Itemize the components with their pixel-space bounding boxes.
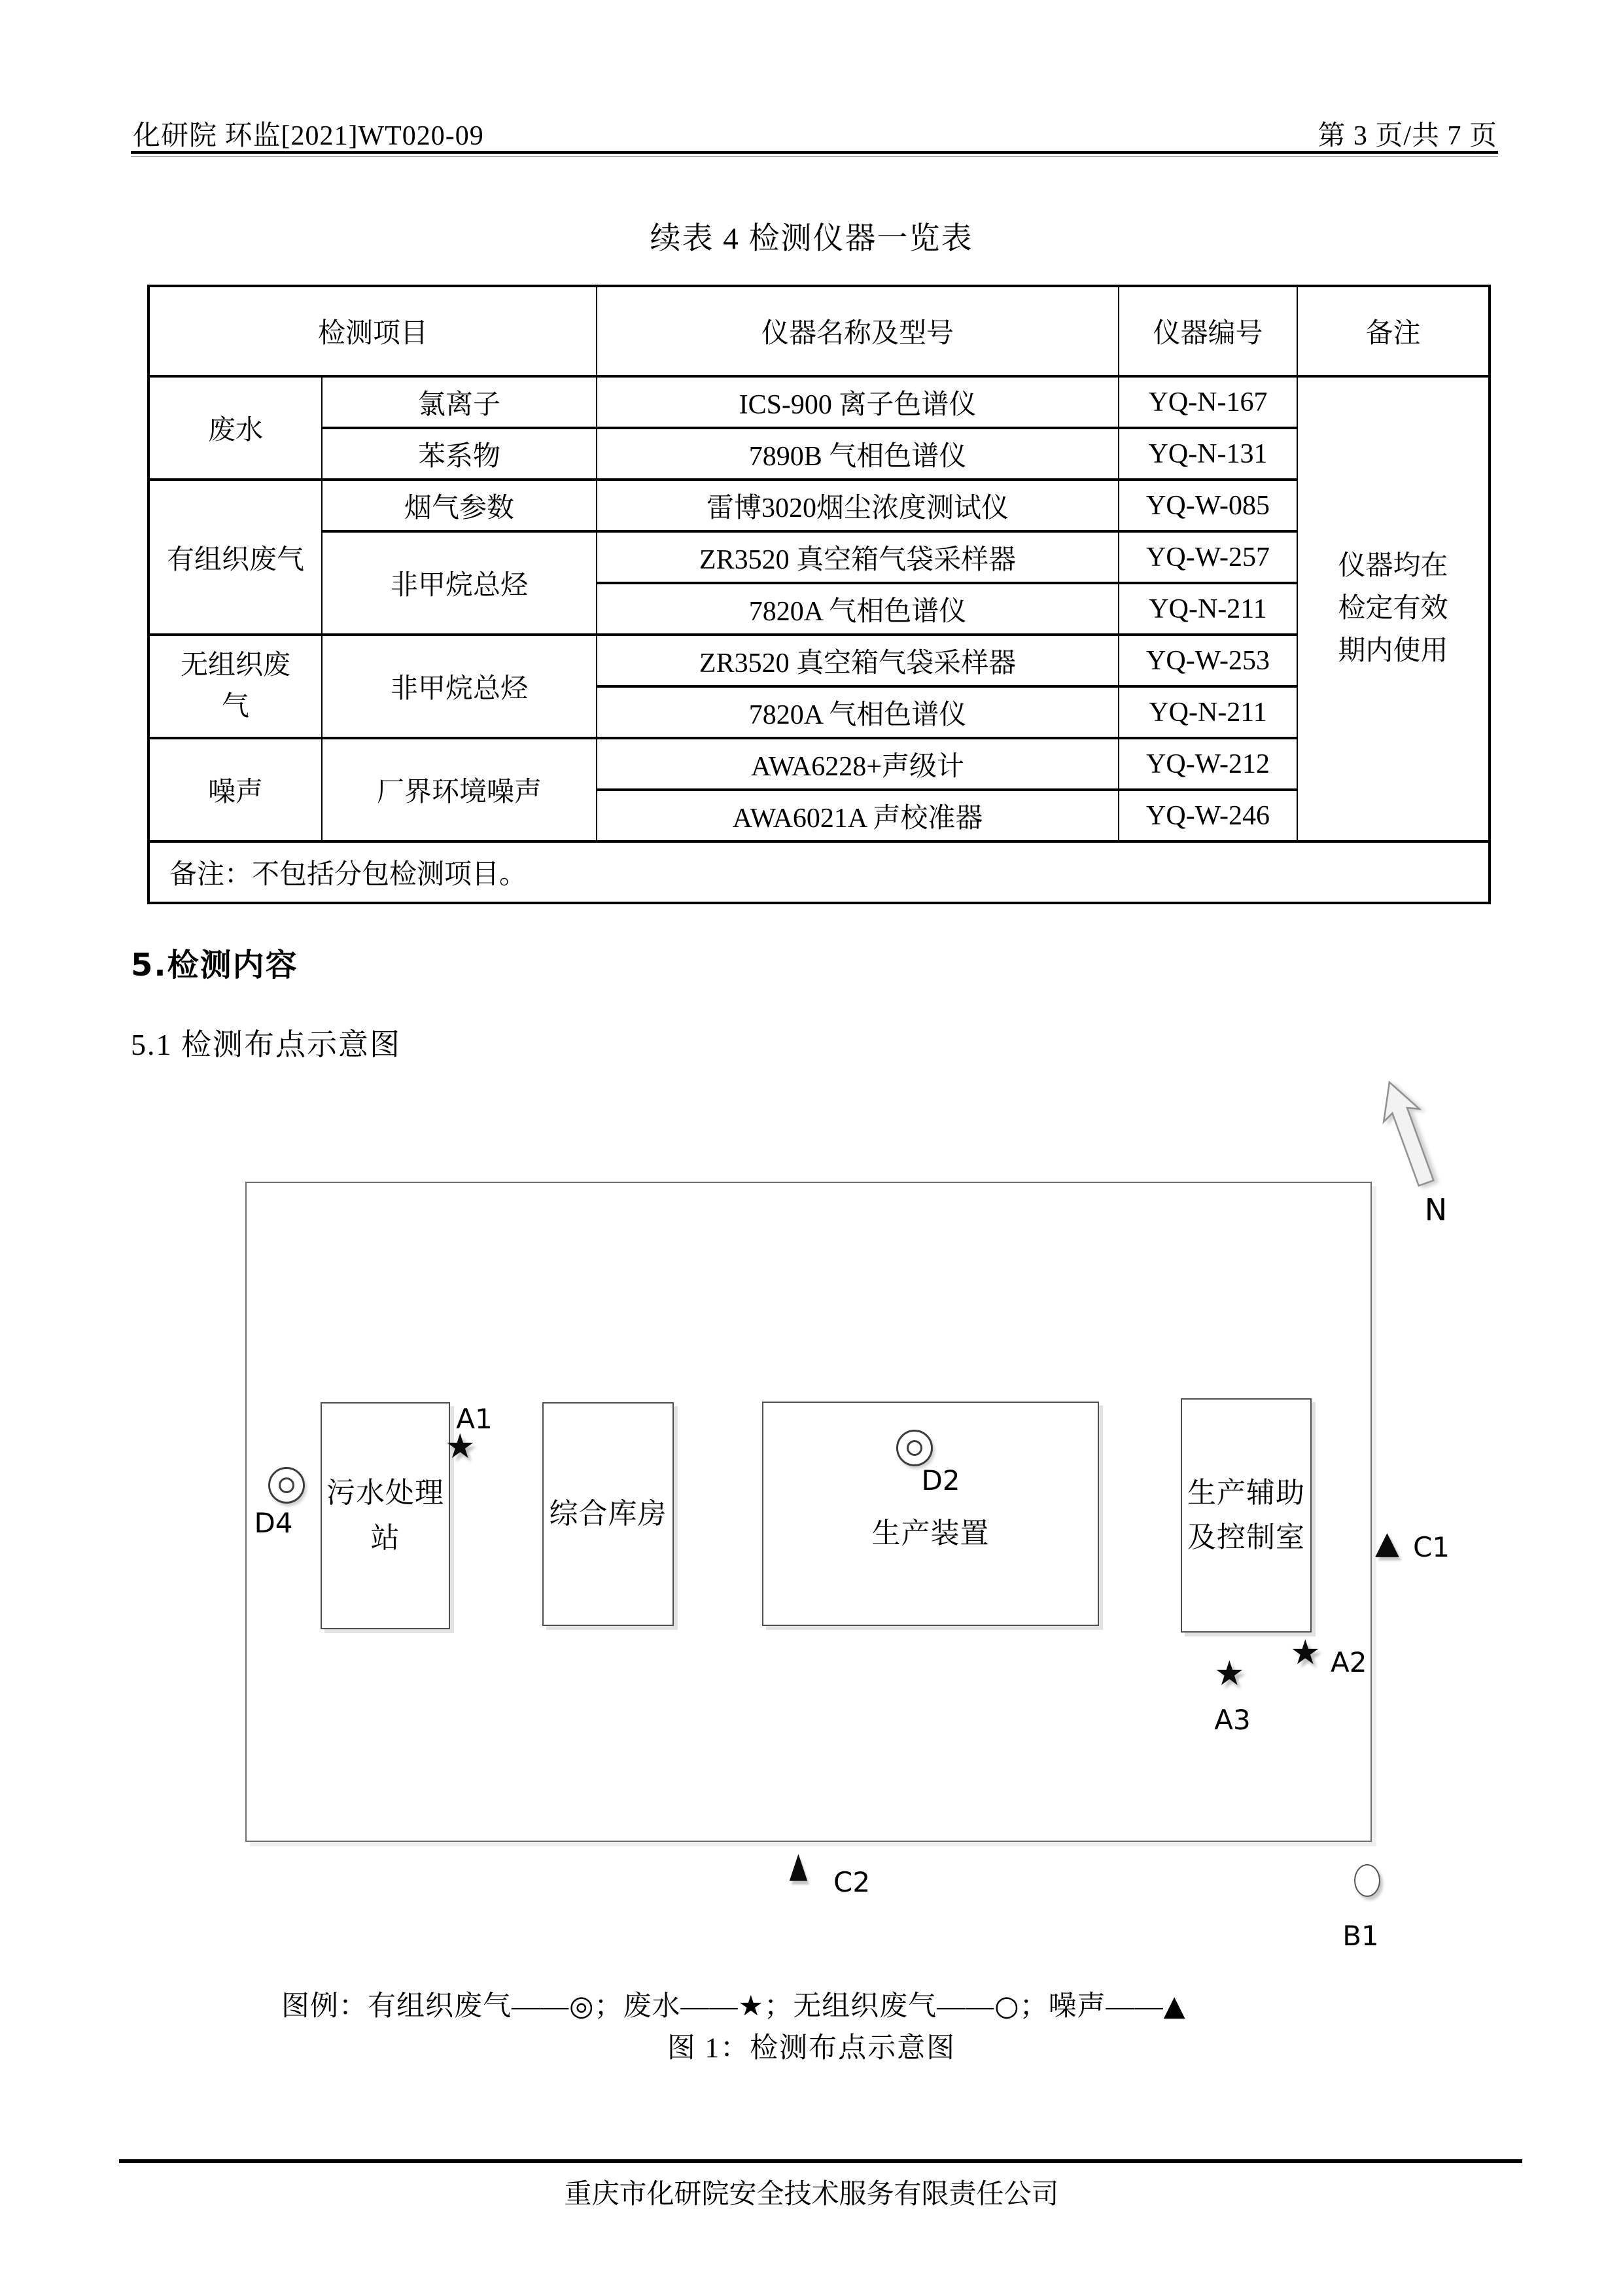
table-footnote-row (148, 841, 1490, 903)
header-page-number: 第 3 页/共 7 页 (1318, 121, 1497, 151)
cell-code: YQ-N-131 (1119, 428, 1297, 480)
section-heading-5-1: 5.1 检测布点示意图 (131, 1028, 401, 1061)
legend-separator: ； (594, 1991, 623, 2022)
cell-instrument: 7820A 气相色谱仪 (597, 583, 1119, 635)
double-circle-marker-icon (268, 1467, 305, 1504)
star-icon: ★ (738, 1990, 765, 2022)
cell-code: YQ-W-212 (1119, 738, 1297, 790)
cell-item: 氯离子 (322, 376, 597, 428)
header-doc-number: 化研院 环监[2021]WT020-09 (133, 121, 484, 151)
marker-label-a2: A2 (1331, 1646, 1367, 1678)
building-label: 生产辅助及控制室 (1187, 1476, 1305, 1553)
star-marker-icon: ★ (445, 1427, 476, 1466)
cell-category (148, 635, 322, 738)
cell-instrument: ZR3520 真空箱气袋采样器 (597, 531, 1119, 583)
building-label: 生产装置 (871, 1517, 990, 1549)
legend (281, 1984, 1186, 2024)
col-header-remark: 备注 (1297, 286, 1490, 376)
cell-code: YQ-W-257 (1119, 531, 1297, 583)
legend-item-fugitive-gas: 无组织废气 (793, 1991, 937, 2022)
triangle-marker-icon: ▲ (789, 1844, 808, 1886)
double-circle-marker-icon (896, 1430, 933, 1466)
star-marker-icon: ★ (1290, 1633, 1321, 1672)
cell-code: YQ-W-085 (1119, 480, 1297, 531)
cell-code: YQ-W-253 (1119, 635, 1297, 686)
marker-label-d4: D4 (254, 1507, 293, 1539)
cell-item: 非甲烷总烃 (322, 635, 597, 738)
table-row (148, 480, 1490, 531)
double-circle-inner (279, 1477, 294, 1493)
table-row (148, 635, 1490, 686)
cell-category: 噪声 (148, 738, 322, 841)
cell-code: YQ-N-211 (1119, 686, 1297, 738)
remark-text: 仪器均在检定有效期内使用 (1338, 550, 1448, 667)
table-footnote: 备注：不包括分包检测项目。 (148, 841, 1490, 903)
marker-label-b1: B1 (1342, 1920, 1379, 1952)
star-marker-icon: ★ (1214, 1654, 1245, 1693)
figure-caption: 图 1：检测布点示意图 (667, 2033, 956, 2064)
cell-code: YQ-N-167 (1119, 376, 1297, 428)
legend-separator: ； (1019, 1991, 1049, 2022)
triangle-marker-icon: ▲ (1375, 1525, 1399, 1561)
marker-label-c1: C1 (1413, 1531, 1450, 1563)
double-circle-inner (907, 1440, 922, 1456)
footer-company-name: 重庆市化研院安全技术服务有限责任公司 (564, 2180, 1059, 2210)
north-arrow-icon (1364, 1071, 1451, 1193)
building-aux-control-room (1181, 1398, 1312, 1633)
cell-instrument: ZR3520 真空箱气袋采样器 (597, 635, 1119, 686)
cell-instrument: AWA6228+声级计 (597, 738, 1119, 790)
cell-remark-all (1297, 376, 1490, 841)
legend-dash: —— (680, 1991, 739, 2022)
cell-instrument: AWA6021A 声校准器 (597, 790, 1119, 841)
col-header-instrument: 仪器名称及型号 (597, 286, 1119, 376)
table-row (148, 738, 1490, 790)
building-warehouse (542, 1402, 674, 1626)
footer-rule (119, 2159, 1522, 2163)
marker-label-a1: A1 (456, 1403, 493, 1435)
table-row (148, 428, 1490, 480)
cell-code: YQ-W-246 (1119, 790, 1297, 841)
cell-category: 有组织废气 (148, 480, 322, 635)
legend-separator: ； (764, 1991, 794, 2022)
legend-item-noise: 噪声 (1048, 1991, 1106, 2022)
marker-label-d2: D2 (921, 1464, 960, 1496)
triangle-icon: ▲ (1163, 1990, 1186, 2022)
table-row (148, 531, 1490, 583)
cell-item: 厂界环境噪声 (322, 738, 597, 841)
cell-item: 非甲烷总烃 (322, 531, 597, 635)
legend-item-wastewater: 废水 (623, 1991, 681, 2022)
cell-item: 烟气参数 (322, 480, 597, 531)
legend-dash: —— (937, 1991, 995, 2022)
marker-label-c2: C2 (833, 1866, 871, 1898)
legend-prefix: 图例： (281, 1991, 368, 2022)
cell-instrument: 雷博3020烟尘浓度测试仪 (597, 480, 1119, 531)
open-circle-marker-icon (1354, 1864, 1380, 1897)
cell-instrument: 7820A 气相色谱仪 (597, 686, 1119, 738)
building-sewage-treatment (321, 1402, 450, 1629)
table-title: 续表 4 检测仪器一览表 (650, 222, 973, 256)
category-text: 无组织废气 (180, 650, 290, 722)
instrument-table (147, 285, 1491, 904)
header-rule (131, 151, 1498, 157)
section-heading-5: 5.检测内容 (131, 947, 298, 983)
double-circle-icon: ◎ (569, 1990, 595, 2022)
legend-dash: —— (1106, 1991, 1164, 2022)
col-header-item: 检测项目 (148, 286, 597, 376)
building-label: 综合库房 (549, 1497, 667, 1530)
north-label: N (1424, 1192, 1448, 1227)
legend-dash: —— (512, 1991, 569, 2022)
building-label: 污水处理站 (326, 1477, 444, 1554)
open-circle-icon: ○ (994, 1990, 1020, 2022)
col-header-code: 仪器编号 (1119, 286, 1297, 376)
cell-code: YQ-N-211 (1119, 583, 1297, 635)
cell-item: 苯系物 (322, 428, 597, 480)
table-header-row (148, 286, 1490, 376)
marker-label-a3: A3 (1214, 1704, 1251, 1736)
cell-category: 废水 (148, 376, 322, 480)
table-row (148, 376, 1490, 428)
legend-item-organized-gas: 有组织废气 (368, 1991, 512, 2022)
cell-instrument: 7890B 气相色谱仪 (597, 428, 1119, 480)
cell-instrument: ICS-900 离子色谱仪 (597, 376, 1119, 428)
